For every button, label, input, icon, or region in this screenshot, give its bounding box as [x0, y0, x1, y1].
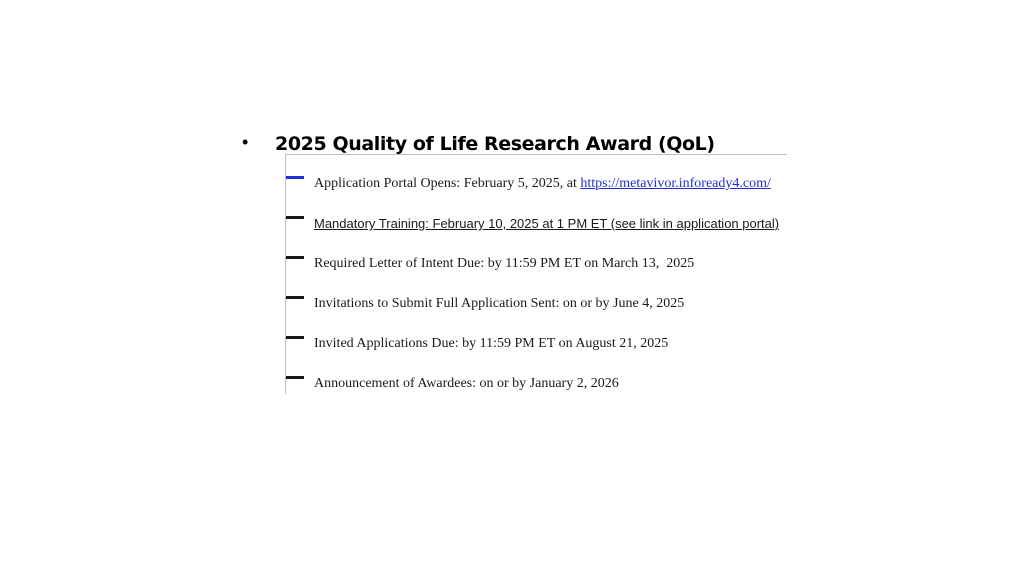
- award-heading: 2025 Quality of Life Research Award (QoL): [275, 133, 715, 155]
- awardees-text: Announcement of Awardees: on or by January 2, 2026: [314, 376, 619, 391]
- dash-icon: [286, 216, 304, 219]
- bullet-marker: •: [242, 132, 249, 152]
- list-item-invitations: [286, 296, 796, 320]
- dash-icon: [286, 296, 304, 299]
- list-item-text: [314, 176, 771, 192]
- letter-of-intent-text: Required Letter of Intent Due: by 11:59 PM ET on March 13, 2025: [314, 256, 695, 271]
- portal-link[interactable]: https://metavivor.infoready4.com/: [580, 176, 771, 191]
- list-item-mandatory-training: [286, 216, 796, 240]
- mandatory-training-text: Mandatory Training: February 10, 2025 at 1 PM ET (see link in application portal): [314, 216, 780, 231]
- dash-icon: [286, 336, 304, 339]
- portal-opens-text: Application Portal Opens: February 5, 2025, at: [314, 176, 581, 191]
- dash-icon: [286, 376, 304, 379]
- applications-due-text: Invited Applications Due: by 11:59 PM ET on August 21, 2025: [314, 336, 669, 351]
- list-item-letter-of-intent: [286, 256, 796, 280]
- list-item-applications-due: [286, 336, 796, 360]
- list-item-awardees: [286, 376, 796, 400]
- invitations-text: Invitations to Submit Full Application Sent: on or by June 4, 2025: [314, 296, 685, 311]
- list-item-portal-opens: [286, 176, 796, 200]
- dash-icon: [286, 256, 304, 259]
- dash-icon: [286, 176, 304, 179]
